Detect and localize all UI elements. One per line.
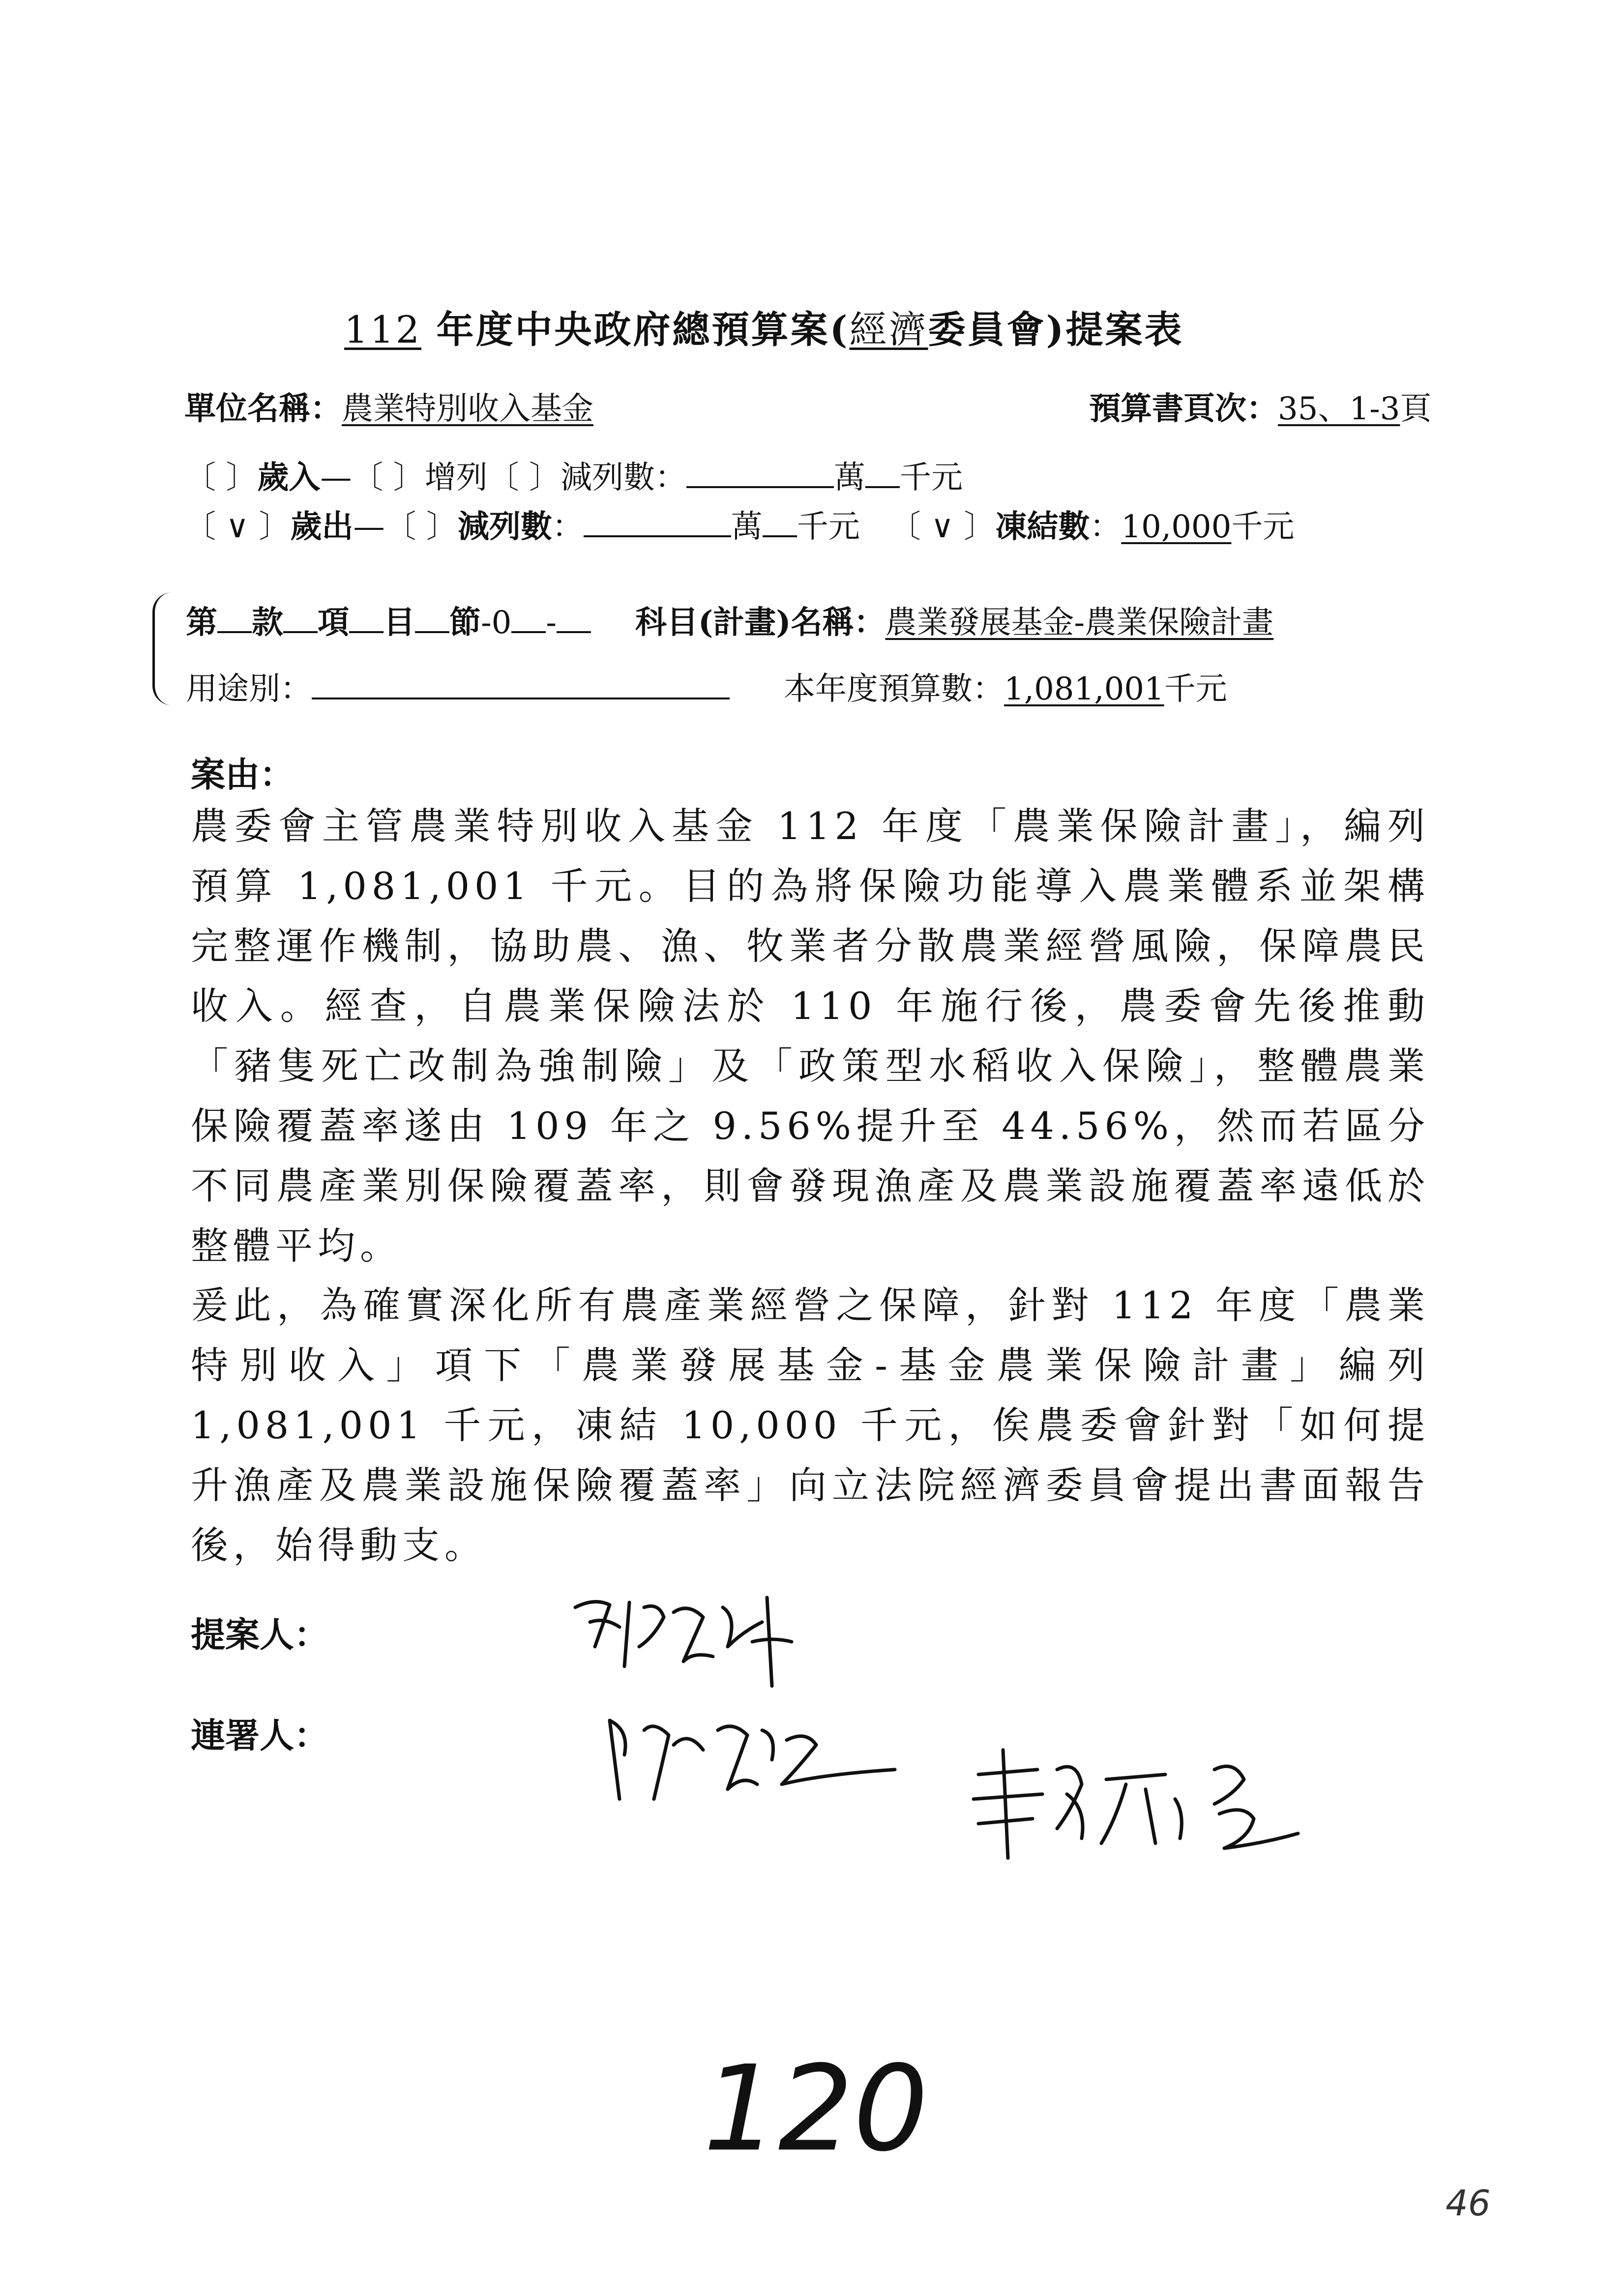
item-mu: 目	[384, 604, 415, 641]
budget-page-suffix: 頁	[1400, 391, 1432, 427]
current-budget-label: 本年度預算數：	[784, 671, 1004, 707]
item-line	[186, 597, 1273, 642]
reason-paragraph-1: 農委會主管農業特別收入基金 112 年度「農業保險計畫」，編列預算 1,081,001 千元。目的為將保險功能導入農業體系並架構完整運作機制，協助農、漁、牧業者分散農業經營風險，保障農民收入。經查，自農業保險法於 110 年施行後，農委會先後推動「豬隻死亡改制為強制險」及「政策型水稻收入保險」，整體農業保險覆蓋率遂由 109 年之 9.56%提升至 44.56%，然而若區分不同農產業別保險覆蓋率，則會發現漁產及農業設施覆蓋率遠低於整體平均。	[191, 804, 1430, 1268]
item-jie-blank	[415, 607, 449, 633]
expense-wan-blank	[584, 511, 731, 537]
expense-decrease-colon: ：	[552, 509, 584, 545]
revenue-decrease-checkbox: 〔 〕	[487, 460, 561, 496]
revenue-checkbox: 〔 〕	[184, 460, 258, 496]
revenue-wan: 萬	[834, 460, 866, 496]
expense-line: 〔 ∨ 〕歲出—〔 〕減列數： 萬 千元 〔 ∨ 〕凍結數：10,000千元	[184, 508, 1295, 545]
revenue-thousand: 千元	[900, 460, 963, 496]
freeze-checkbox: 〔 ∨ 〕	[889, 509, 996, 545]
revenue-wan-blank	[686, 462, 834, 488]
item-last-blank	[557, 607, 591, 633]
freeze-unit: 千元	[1231, 509, 1295, 545]
page-title	[344, 300, 1183, 353]
proposer-label: 提案人：	[191, 1614, 328, 1655]
reason-label: 案由：	[191, 754, 294, 795]
revenue-increase-checkbox: 〔 〕	[352, 460, 425, 496]
item-di: 第	[186, 604, 217, 641]
revenue-decrease-label: 減列數：	[561, 460, 687, 496]
cosigner-signature-1	[600, 1701, 905, 1814]
revenue-increase-label: 增列	[424, 460, 488, 496]
item-xiang-blank	[283, 607, 318, 633]
freeze-value: 10,000	[1121, 509, 1232, 545]
subject-label: 科目(計畫)名稱：	[635, 604, 886, 641]
expense-decrease-checkbox: 〔 〕	[384, 509, 458, 545]
subject-value: 農業發展基金-農業保險計畫	[885, 605, 1274, 641]
proposer-signature	[565, 1588, 821, 1691]
expense-label: 歲出	[290, 508, 354, 545]
unit-value: 農業特別收入基金	[342, 391, 593, 427]
revenue-dash: —	[320, 460, 352, 496]
unit-row	[184, 383, 593, 429]
cosigner-label: 連署人：	[191, 1715, 328, 1756]
expense-checkbox: 〔 ∨ 〕	[184, 509, 291, 545]
page-number: 46	[1446, 2182, 1491, 2224]
item-kuan-blank	[217, 607, 252, 633]
budget-page-value: 35、1-3	[1278, 391, 1400, 427]
expense-thousand-blank	[763, 511, 797, 537]
title-pre: 年度中央政府總預算案(	[421, 308, 850, 351]
current-budget-unit: 千元	[1164, 671, 1227, 707]
expense-decrease-label: 減列數	[457, 508, 552, 545]
expense-thousand: 千元	[797, 509, 860, 545]
item-dash: -	[546, 605, 557, 641]
budget-page-label: 預算書頁次：	[1089, 390, 1278, 427]
revenue-thousand-blank	[865, 462, 900, 488]
item-sub-blank	[511, 607, 546, 633]
revenue-label: 歲入	[257, 459, 321, 496]
item-jie-value: -0	[481, 605, 512, 641]
item-kuan: 款	[252, 604, 283, 641]
item-jie: 節	[449, 604, 481, 641]
title-committee: 經濟	[849, 308, 928, 351]
reason-paragraph-2: 爰此，為確實深化所有農產業經營之保障，針對 112 年度「農業特別收入」項下「農業發展基金-基金農業保險計畫」編列 1,081,001 千元，凍結 10,000 千元，俟農委會針對「如何提升漁產及農業設施保險覆蓋率」向立法院經濟委員會提出書面報告後，始得動支。	[191, 1283, 1430, 1567]
item-bracket	[152, 592, 175, 705]
revenue-line	[184, 452, 963, 497]
budget-page-row	[1089, 383, 1432, 429]
cosigner-signature-2	[959, 1740, 1313, 1863]
item-mu-blank	[349, 607, 384, 633]
use-blank	[312, 673, 730, 699]
title-post: 委員會)提案表	[928, 308, 1184, 351]
title-year: 112	[344, 308, 422, 351]
use-label: 用途別：	[186, 671, 312, 707]
unit-label: 單位名稱：	[184, 390, 342, 427]
item-xiang: 項	[318, 604, 349, 641]
expense-dash: —	[353, 509, 385, 545]
use-line	[186, 664, 1227, 709]
freeze-label: 凍結數	[995, 508, 1090, 545]
expense-wan: 萬	[731, 509, 763, 545]
current-budget-value: 1,081,001	[1004, 671, 1164, 707]
handwritten-page-number: 120	[703, 2040, 929, 2178]
